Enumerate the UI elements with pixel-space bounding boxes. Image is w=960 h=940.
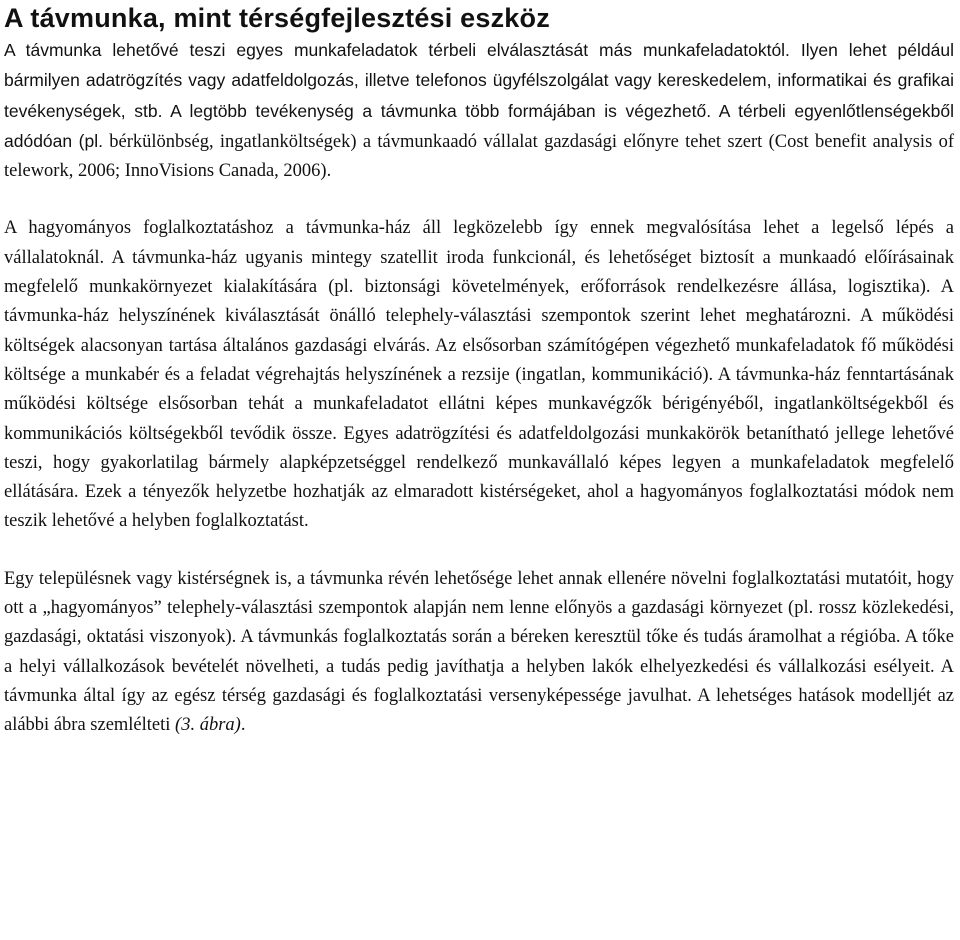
paragraph-2: A hagyományos foglalkoztatáshoz a távmunka-ház áll legközelebb így ennek megvalósítása lehet a legelső lépés a vállalatoknál. A távmunka-ház ugyanis mintegy szatellit iroda funkcionál, és lehetőséget biztosít a munkaadó előírásainak megfelelő munkakörnyezet kialakítására (pl. biztonsági követelmények, erőforrások rendelkezésre állása, logisztika). A távmunka-ház helyszínének kiválasztását önálló telephely-választási szempontok szerint lehet meghatározni. A működési költségek alacsonyan tartása általános gazdasági elvárás. Az elsősorban számítógépen végezhető munkafeladatok fő működési költsége a munkabér és a feladat végrehajtás helyszínének a rezsije (ingatlan, kommunikáció). A távmunka-ház fenntartásának működési költsége elsősorban tehát a munkafeladatot ellátni képes munkavégzők bérigényéből, ingatlanköltségekből és kommunikációs költségekből tevődik össze. Egyes adatrögzítési és adatfeldolgozási munkakörök betanítható jellege lehetővé teszi, hogy gyakorlatilag bármely alapképzetséggel rendelkező munkavállaló képes legyen a munkafeladatok megfelelő ellátására. Ezek a tényezők helyzetbe hozhatják az elmaradott kistérségeket, ahol a hagyományos foglalkoztatási módok nem teszik lehetővé a helyben foglalkoztatást. (4, 218, 954, 532)
paragraph-3-end: . (240, 715, 246, 736)
paragraph-1-serif-text: bérkülönbség, ingatlanköltségek) a távmunkaadó vállalat gazdasági előnyre tehet szert (Cost benefit analysis of telework, 2006; InnoVisions Canada, 2006). (4, 131, 954, 182)
paragraph-1-sans-text: A távmunka lehetővé teszi egyes munkafeladatok térbeli elválasztását más munkafeladatoktól. Ilyen lehet például bármilyen adatrögzítés vagy adatfeldolgozás, illetve telefonos ügyfélszolgálat vagy kereskedelem, informatikai és grafikai tevékenységek, stb. A legtöbb tevékenység a távmunka több formájában is végezhető. A térbeli egyenlőtlenségekből adódóan (pl. (4, 40, 954, 151)
section-title: A távmunka, mint térségfejlesztési eszköz (4, 3, 550, 33)
figure-reference: (3. ábra) (175, 715, 241, 736)
paragraph-gap (4, 186, 954, 214)
paragraph-gap (4, 537, 954, 565)
paragraph-3-text: Egy településnek vagy kistérségnek is, a távmunka révén lehetősége lehet annak ellenére növelni foglalkoztatási mutatóit, hogy ott a „hagyományos” telephely-választási szempontok alapján nem lenne előnyös a gazdasági környezet (pl. rossz közlekedési, gazdasági, oktatási viszonyok). A távmunkás foglalkoztatás során a béreken keresztül tőke és tudás áramolhat a régióba. A tőke a helyi vállalkozások bevételét növelheti, a tudás pedig javíthatja a helyben lakók elhelyezkedési és vállalkozási esélyeit. A távmunka által így az egész térség gazdasági és foglalkoztatási versenyképessége javulhat. A lehetséges hatások modelljét az alábbi ábra szemlélteti (4, 568, 954, 736)
paragraph-1 (4, 36, 954, 186)
paragraph-3 (4, 565, 954, 741)
